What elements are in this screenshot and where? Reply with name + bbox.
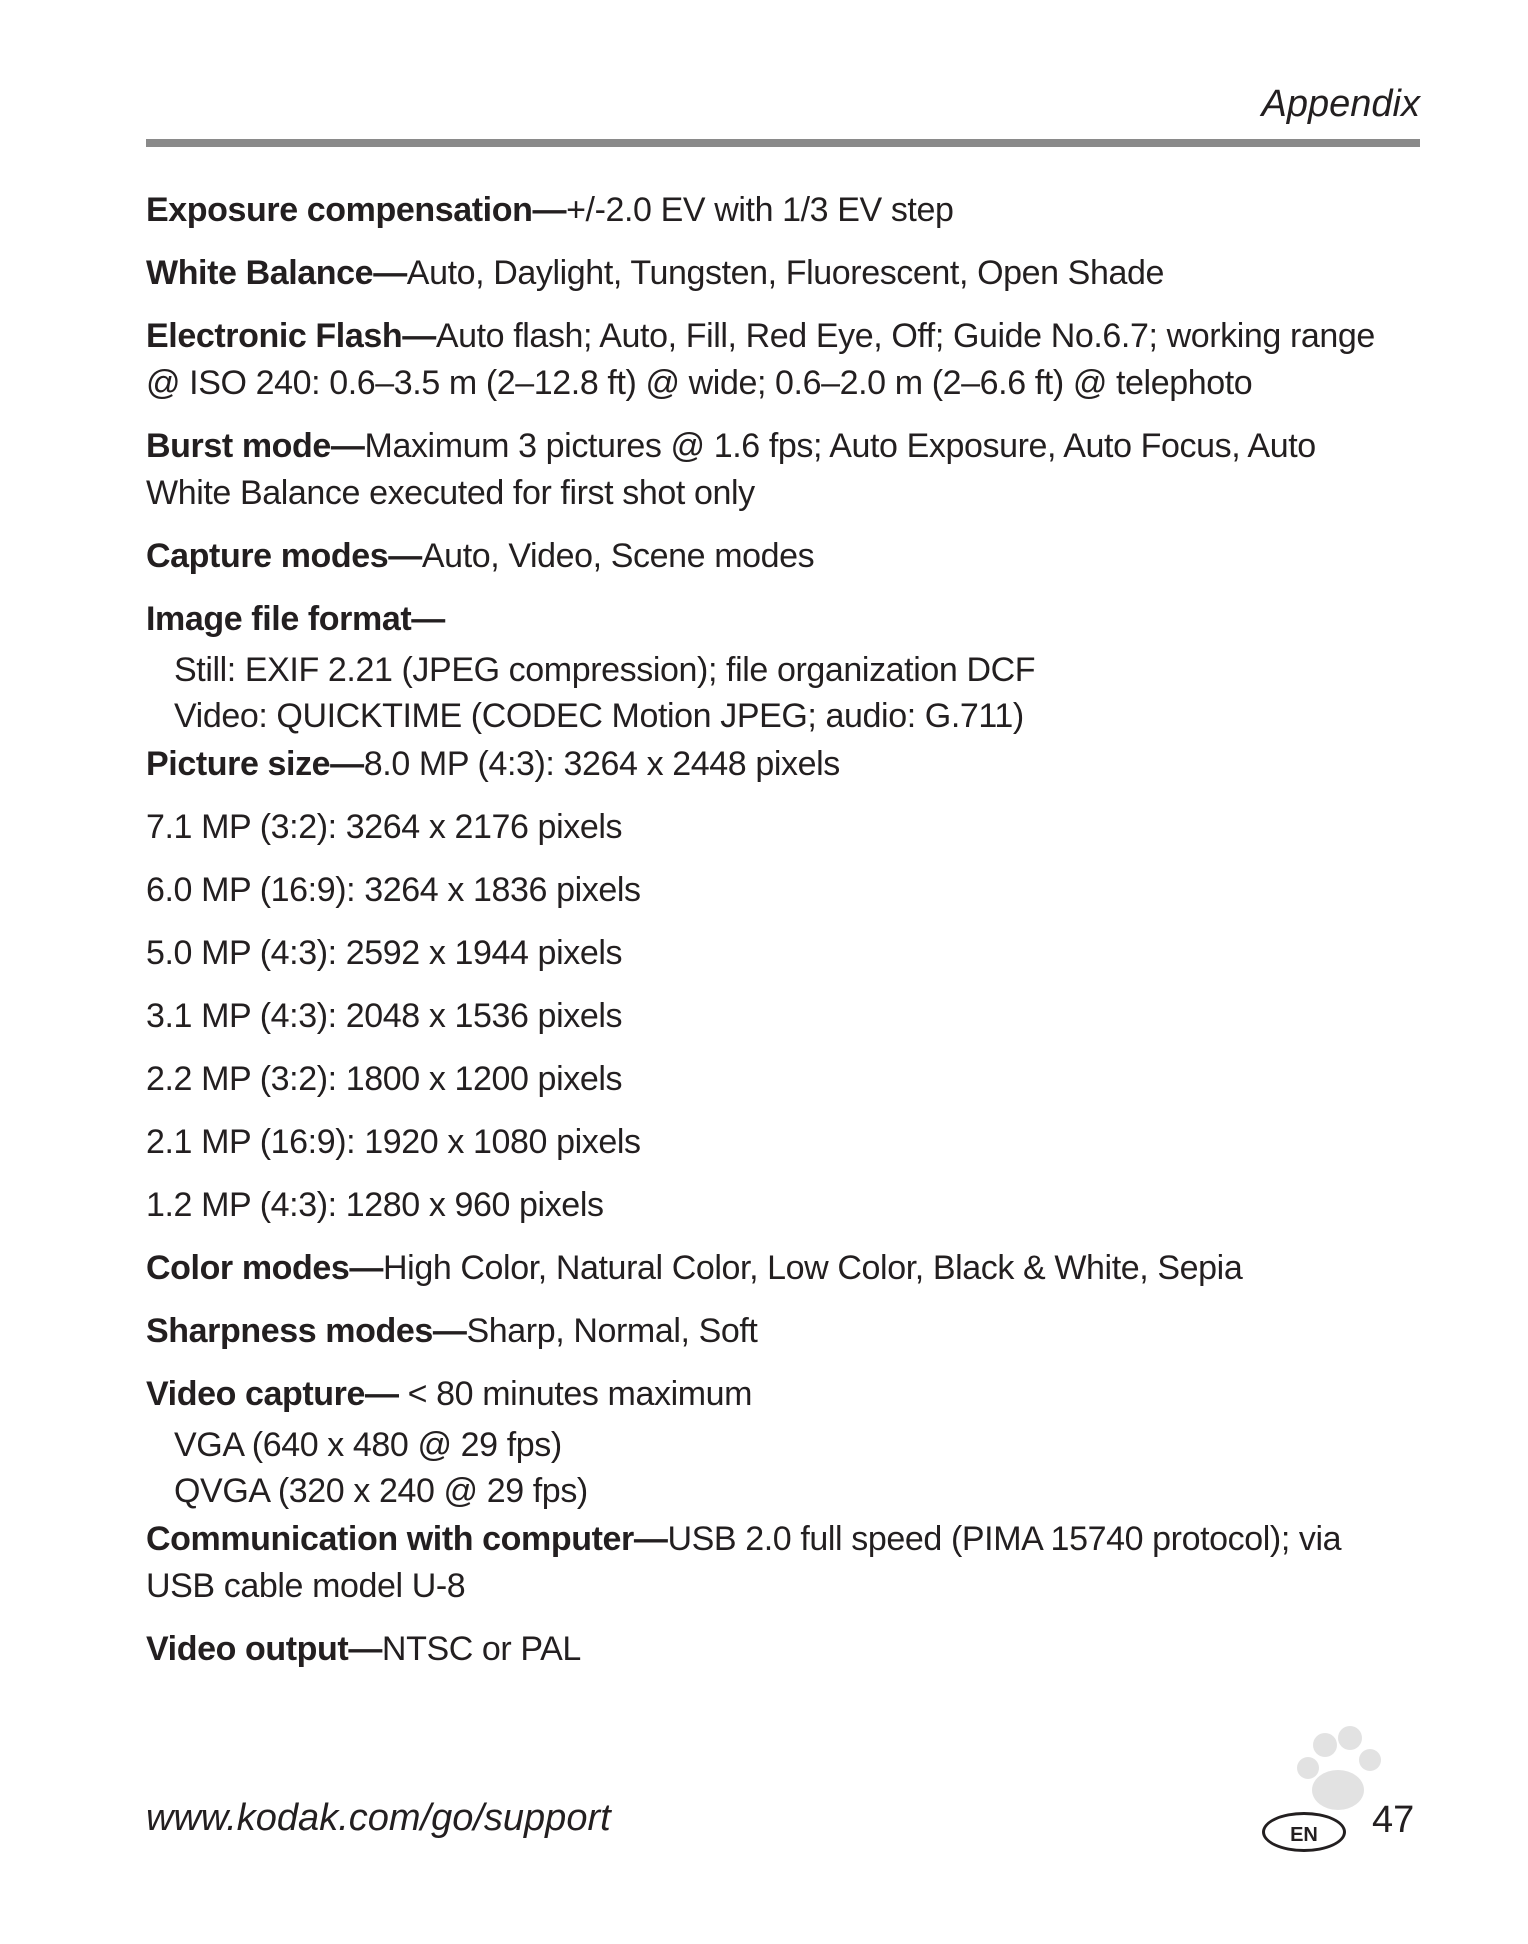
spec-desc: Auto flash; Auto, Fill, Red Eye, Off; Guide No.6.7; working range @ ISO 240: 0.6–3.5 m (2–12.8 ft) @ wide; 0.6–2.0 m (2–6.6 ft) @ telephoto bbox=[146, 317, 1375, 402]
spec-desc: 8.0 MP (4:3): 3264 x 2448 pixels bbox=[363, 745, 840, 783]
spec-desc: Auto, Video, Scene modes bbox=[421, 537, 815, 575]
image-format-video: Video: QUICKTIME (CODEC Motion JPEG; audio: G.711) bbox=[174, 697, 1024, 735]
spec-desc: NTSC or PAL bbox=[381, 1630, 581, 1668]
spec-term: Sharpness modes— bbox=[146, 1312, 467, 1350]
spec-term: Burst mode— bbox=[146, 427, 365, 465]
spec-capture-modes bbox=[146, 533, 1426, 580]
spec-term: Exposure compensation— bbox=[146, 191, 567, 229]
spec-desc: +/-2.0 EV with 1/3 EV step bbox=[566, 191, 954, 229]
spec-image-file-format bbox=[146, 596, 1426, 643]
picture-size-line: 2.1 MP (16:9): 1920 x 1080 pixels bbox=[146, 1123, 641, 1161]
spec-term: Picture size— bbox=[146, 745, 364, 783]
spec-desc: < 80 minutes maximum bbox=[398, 1375, 753, 1413]
running-header: Appendix bbox=[1261, 83, 1420, 125]
spec-electronic-flash bbox=[146, 313, 1406, 407]
image-format-details bbox=[146, 647, 1426, 739]
picture-size-line: 2.2 MP (3:2): 1800 x 1200 pixels bbox=[146, 1060, 623, 1098]
header-rule bbox=[146, 139, 1420, 147]
picture-size-line: 5.0 MP (4:3): 2592 x 1944 pixels bbox=[146, 934, 623, 972]
spec-desc: Auto, Daylight, Tungsten, Fluorescent, Open Shade bbox=[406, 254, 1165, 292]
spec-term: Video capture— bbox=[146, 1375, 399, 1413]
spec-term: Image file format— bbox=[146, 600, 445, 638]
watermark-logo-icon bbox=[1080, 1720, 1460, 1920]
image-format-still: Still: EXIF 2.21 (JPEG compression); file organization DCF bbox=[174, 651, 1036, 689]
spec-term: White Balance— bbox=[146, 254, 407, 292]
spec-desc: Maximum 3 pictures @ 1.6 fps; Auto Exposure, Auto Focus, Auto White Balance executed for first shot only bbox=[146, 427, 1316, 512]
picture-size-line: 3.1 MP (4:3): 2048 x 1536 pixels bbox=[146, 997, 623, 1035]
spec-desc: USB 2.0 full speed (PIMA 15740 protocol); via USB cable model U-8 bbox=[146, 1520, 1342, 1605]
video-capture-vga: VGA (640 x 480 @ 29 fps) bbox=[174, 1426, 562, 1464]
spec-burst-mode bbox=[146, 423, 1366, 517]
spec-sharpness-modes bbox=[146, 1308, 1426, 1355]
spec-white-balance bbox=[146, 250, 1426, 297]
spec-term: Video output— bbox=[146, 1630, 382, 1668]
spec-exposure-compensation bbox=[146, 187, 1426, 234]
spec-term: Electronic Flash— bbox=[146, 317, 436, 355]
spec-color-modes bbox=[146, 1245, 1426, 1292]
picture-size-line: 1.2 MP (4:3): 1280 x 960 pixels bbox=[146, 1186, 604, 1224]
spec-video-capture bbox=[146, 1371, 1426, 1418]
picture-size-line: 6.0 MP (16:9): 3264 x 1836 pixels bbox=[146, 871, 641, 909]
picture-size-line: 7.1 MP (3:2): 3264 x 2176 pixels bbox=[146, 808, 623, 846]
spec-video-output bbox=[146, 1626, 1426, 1673]
video-capture-qvga: QVGA (320 x 240 @ 29 fps) bbox=[174, 1472, 588, 1510]
support-url: www.kodak.com/go/support bbox=[146, 1797, 611, 1839]
spec-desc: Sharp, Normal, Soft bbox=[466, 1312, 758, 1350]
spec-desc: High Color, Natural Color, Low Color, Black & White, Sepia bbox=[383, 1249, 1243, 1287]
spec-list bbox=[146, 187, 1426, 1689]
video-capture-details bbox=[146, 1422, 1426, 1514]
spec-communication bbox=[146, 1516, 1416, 1610]
page-number: 47 bbox=[1372, 1799, 1415, 1841]
spec-term: Capture modes— bbox=[146, 537, 422, 575]
spec-term: Communication with computer— bbox=[146, 1520, 668, 1558]
spec-picture-size bbox=[146, 741, 1426, 788]
language-badge: EN bbox=[1262, 1812, 1346, 1852]
spec-term: Color modes— bbox=[146, 1249, 384, 1287]
